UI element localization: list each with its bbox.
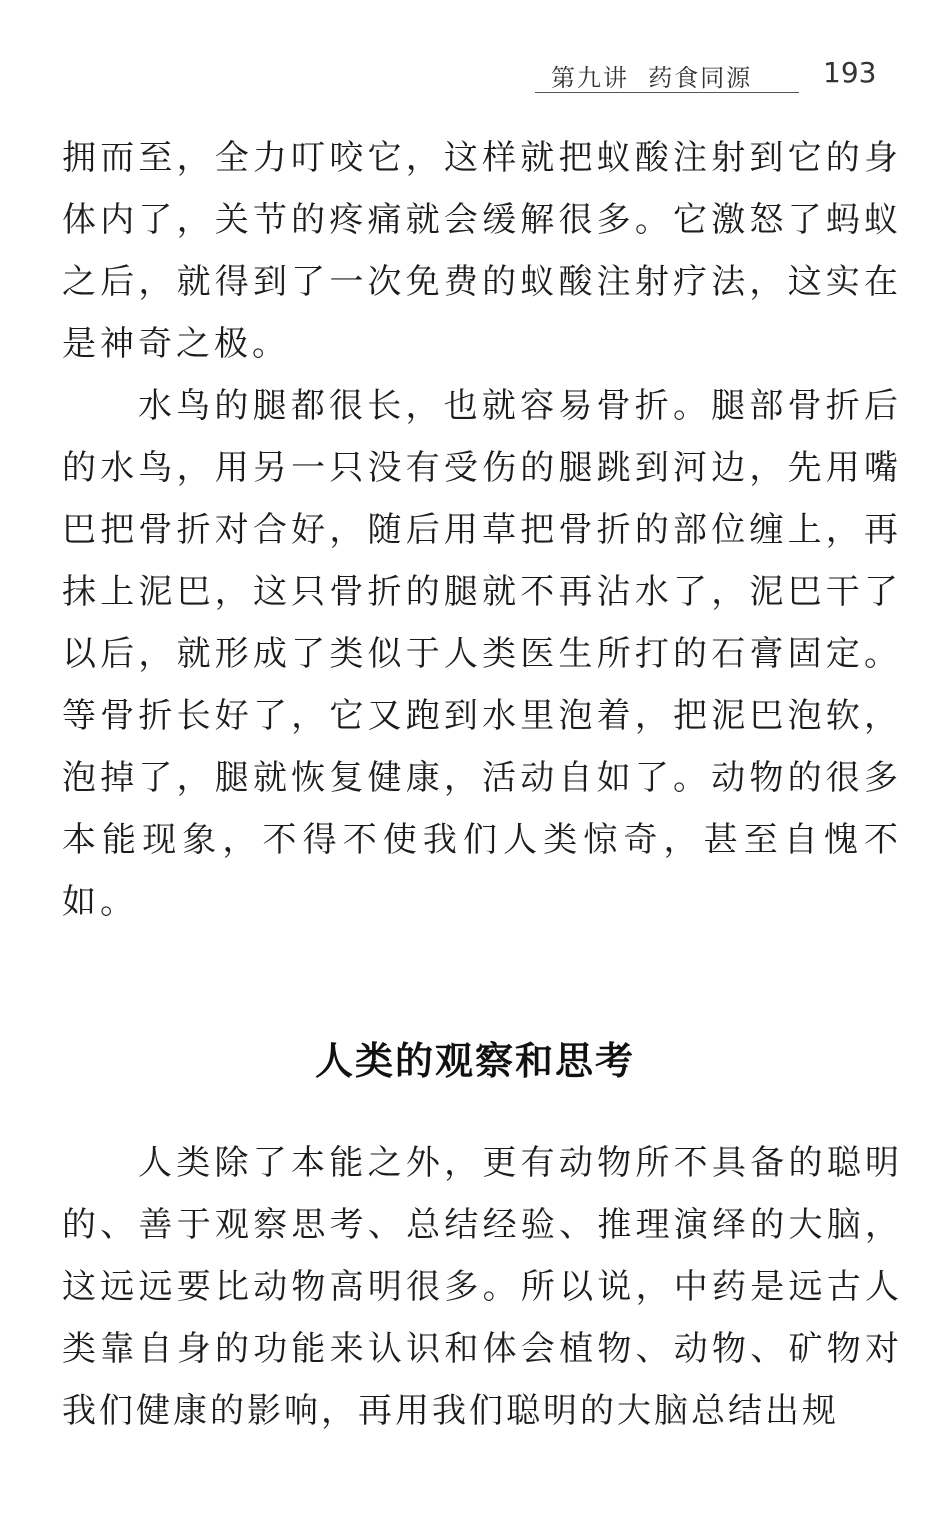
paragraph-human-observation: 人类除了本能之外，更有动物所不具备的聪明的、善于观察思考、总结经验、推理演绎的大脑，这远远要比动物高明很多。所以说，中药是远古人类靠自身的功能来认识和体会植物、动物、矿物对我们健康的影响，再用我们聪明的大脑总结出规 xyxy=(62,1143,902,1431)
body-text xyxy=(62,127,902,933)
header-rule xyxy=(535,92,799,93)
running-header xyxy=(535,56,880,96)
paragraph-water-bird: 水鸟的腿都很长，也就容易骨折。腿部骨折后的水鸟，用另一只没有受伤的腿跳到河边，先用嘴巴把骨折对合好，随后用草把骨折的部位缠上，再抹上泥巴，这只骨折的腿就不再沾水了，泥巴干了以后，就形成了类似于人类医生所打的石膏固定。等骨折长好了，它又跑到水里泡着，把泥巴泡软，泡掉了，腿就恢复健康，活动自如了。动物的很多本能现象，不得不使我们人类惊奇，甚至自愧不如。 xyxy=(62,386,902,922)
section-heading: 人类的观察和思考 xyxy=(314,1039,635,1083)
paragraph-continued: 拥而至，全力叮咬它，这样就把蚁酸注射到它的身体内了，关节的疼痛就会缓解很多。它激怒了蚂蚁之后，就得到了一次免费的蚁酸注射疗法，这实在是神奇之极。 xyxy=(62,138,902,364)
section-body xyxy=(62,1132,902,1442)
chapter-title: 第九讲 药食同源 xyxy=(551,64,753,92)
page-number: 193 xyxy=(823,56,877,89)
